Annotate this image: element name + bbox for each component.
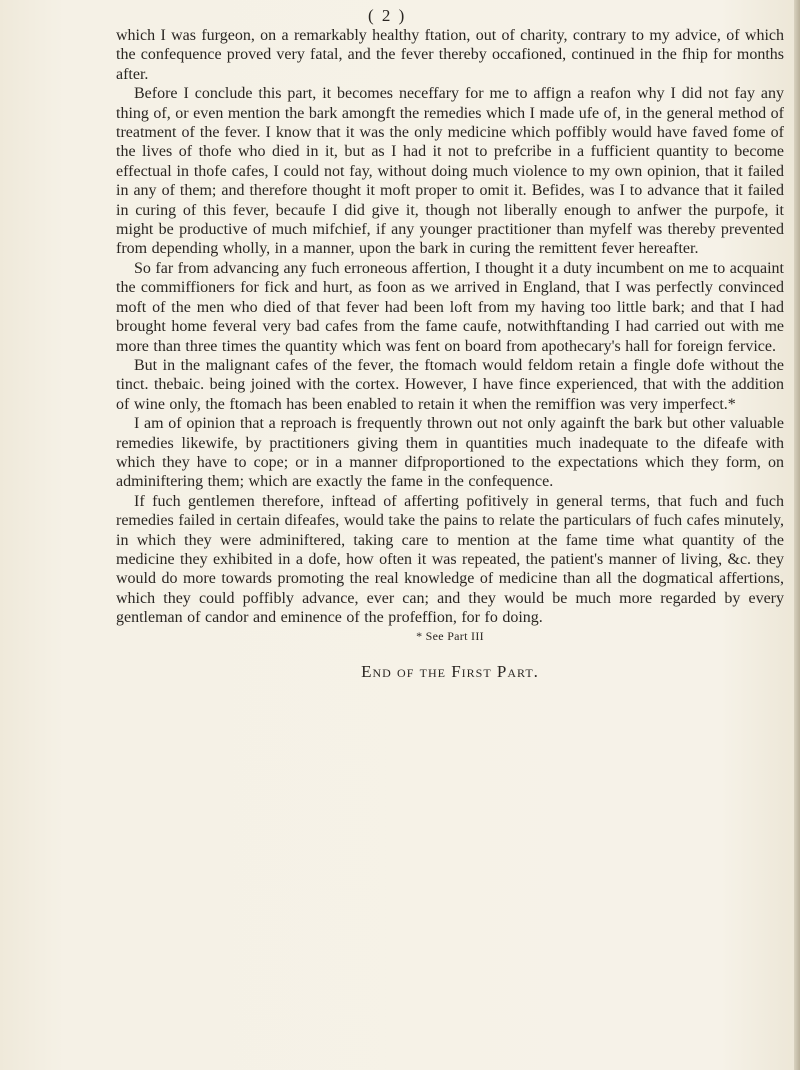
paragraph-3: So far from advancing any fuch erroneous affertion, I thought it a duty incumbent on me to acquaint the commiffioners for fick and hurt, as foon as we arrived in England, that I was perfectly convinced moft of the men who died of that fever had been loft from my having too little bark; and that I had brought home feveral very bad cafes from the fame caufe, notwithftanding I had carried out with me more than three times the quantity which was fent on board from apothecary's hall for foreign fervice. (116, 259, 784, 355)
end-of-part-heading: End of the First Part. (361, 661, 539, 681)
paragraph-1: which I was furgeon, on a remarkably healthy ftation, out of charity, contrary to my advice, of which the confequence proved very fatal, and the fever thereby occafioned, continued in the fhip for months after. (116, 27, 784, 83)
paragraph-2: Before I conclude this part, it becomes neceffary for me to affign a reafon why I did not fay any thing of, or even mention the bark amongft the remedies which I made ufe of, in the general method of treatment of the fever. I know that it was the only medicine which poffibly would have faved fome of the lives of thofe who died in it, but as I had it not to prefcribe in a fufficient quantity to become effectual in thofe cafes, I could not fay, without doing much violence to my own opinion, that it failed in any of them; and therefore thought it moft proper to omit it. Befides, was I to advance that it failed in curing of this fever, becaufe I did give it, though not liberally enough to anfwer the purpofe, it might be productive of much mifchief, if any younger practitioner than myfelf was thereby prevented from depending wholly, in a manner, upon the bark in curing the remittent fever hereafter. (116, 85, 784, 258)
page-edge (794, 0, 800, 1070)
paragraph-5: I am of opinion that a reproach is frequently thrown out not only againft the bark but other valuable remedies likewife, by practitioners giving them in quantities much inadequate to the difeafe with which they have to cope; or in a manner difproportioned to the expectations which they form, on adminiftering them; which are exactly the fame in the confequence. (116, 415, 784, 491)
body-text (116, 26, 784, 682)
paragraph-6: If fuch gentlemen therefore, inftead of afferting pofitively in general terms, that fuch and fuch remedies failed in certain difeafes, would take the pains to relate the particulars of fuch cafes minutely, in which they were adminiftered, taking care to mention at the fame time what quantity of the medicine they exhibited in a dofe, how often it was repeated, the patient's manner of living, &c. they would do more towards promoting the real knowledge of medicine than all the dogmatical affertions, which they could poffibly advance, ever can; and they would be much more regarded by every gentleman of candor and eminence of the profeffion, for fo doing. (116, 492, 784, 627)
paragraph-4: But in the malignant cafes of the fever, the ftomach would feldom retain a fingle dofe without the tinct. thebaic. being joined with the cortex. However, I have fince experienced, that with the addition of wine only, the ftomach has been enabled to retain it when the remiffion was very imperfect.* (116, 356, 784, 413)
footnote: * See Part III (416, 628, 484, 643)
page-number: ( 2 ) (368, 6, 407, 25)
